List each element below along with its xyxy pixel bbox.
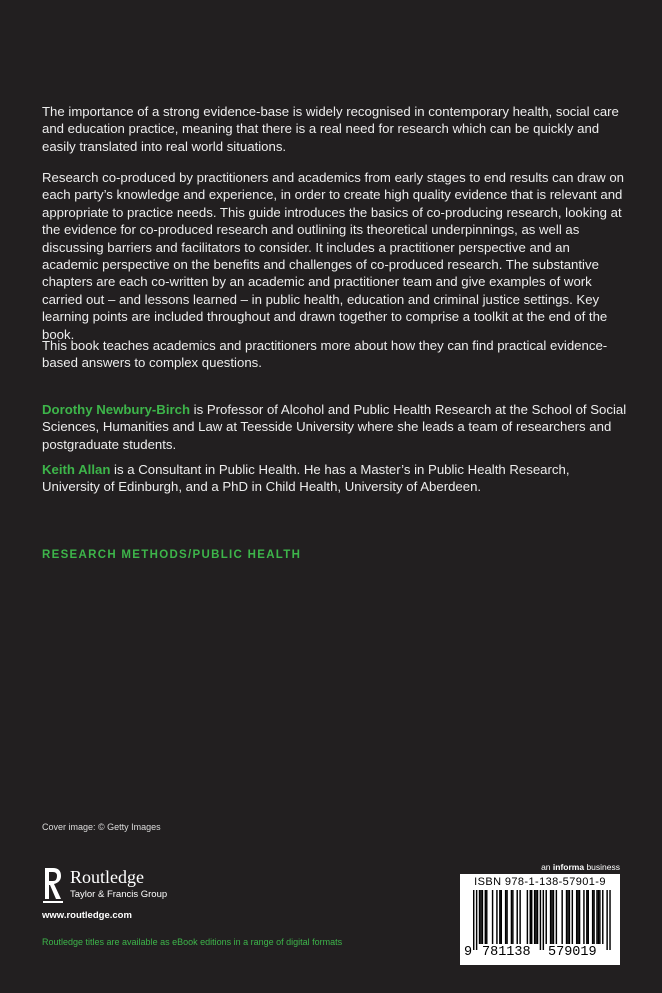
barcode-bar — [576, 890, 577, 944]
barcode-bar — [586, 890, 587, 944]
barcode-bar — [479, 890, 480, 944]
barcode-bar — [579, 890, 580, 944]
informa-suffix: business — [584, 862, 620, 872]
barcode-bar — [546, 890, 547, 944]
barcode-bar — [501, 890, 502, 944]
routledge-r-icon — [42, 865, 64, 905]
publisher-logo — [42, 865, 242, 905]
barcode-bar — [530, 890, 531, 944]
barcode-bar — [550, 890, 551, 944]
barcode-bar — [602, 890, 603, 944]
publisher-name: Routledge — [70, 867, 144, 887]
informa-prefix: an — [541, 862, 553, 872]
barcode-bar — [473, 890, 474, 950]
author-bio-text: is Professor of Alcohol and Public Health Research at the School of Social Sciences, Humanities and Law at Teesside University where she leads a team of researchers and postgraduate students. — [42, 402, 627, 452]
author-bio — [42, 461, 627, 496]
barcode-bar — [476, 890, 477, 950]
barcode-bar — [553, 890, 554, 944]
author-bio — [42, 401, 627, 453]
author-name: Keith Allan — [42, 462, 111, 477]
cover-image-credit: Cover image: © Getty Images — [42, 822, 161, 832]
description-paragraph-2: Research co-produced by practitioners and academics from early stages to end results can draw on each party’s knowledge and experience, in order to create high quality evidence that is relevant and appropriate to practice needs. This guide introduces the basics of co-producing research, looking at the evidence for co-produced research and outlining its theoretical underpinnings, as well as discussing barriers and facilitators to consider. It includes a practitioner perspective and an academic perspective on the benefits and challenges of co-produced research. The substantive chapters are each co-written by an academic and practitioner team and give examples of work carried out – and lessons learned – in public health, education and criminal justice settings. Key learning points are included throughout and drawn together to comprise a toolkit at the end of the book. — [42, 170, 625, 342]
barcode-bar — [599, 890, 600, 944]
barcode-bar — [572, 890, 573, 944]
barcode-digit-group: 579019 — [548, 945, 597, 960]
barcode-bar — [593, 890, 594, 944]
ebook-availability-note: Routledge titles are available as eBook editions in a range of digital formats — [42, 937, 343, 947]
barcode-bar — [606, 890, 607, 950]
barcode-bar — [480, 890, 481, 944]
barcode-bar — [609, 890, 610, 950]
barcode-bar — [534, 890, 535, 944]
publisher-group: Taylor & Francis Group — [70, 889, 168, 900]
barcode-digits — [460, 945, 620, 963]
barcode-bar — [583, 890, 584, 944]
barcode-bar — [482, 890, 483, 944]
barcode-bar — [537, 890, 538, 944]
subject-category: RESEARCH METHODS/PUBLIC HEALTH — [42, 549, 302, 561]
author-name: Dorothy Newbury-Birch — [42, 402, 191, 417]
barcode-bar — [598, 890, 599, 944]
barcode-bar — [486, 890, 487, 944]
barcode-bar — [592, 890, 593, 944]
informa-business-tagline — [541, 862, 620, 872]
barcode-bar — [588, 890, 589, 944]
barcode-bar — [531, 890, 532, 944]
barcode-bar — [506, 890, 507, 944]
barcode-bar — [527, 890, 528, 944]
barcode-bar — [496, 890, 497, 944]
description-paragraph-3: This book teaches academics and practitioners more about how they can find practical evidence-based answers to complex questions. — [42, 338, 608, 371]
barcode-bar — [556, 890, 557, 944]
barcode-bar — [596, 890, 597, 944]
barcode-bar — [512, 890, 513, 944]
barcode-bar — [551, 890, 552, 944]
isbn-label: ISBN 978-1-138-57901-9 — [474, 876, 606, 888]
barcode-bar — [505, 890, 506, 944]
barcode-digit-group: 9 — [464, 945, 473, 960]
barcode-bar — [543, 890, 544, 950]
barcode-bar — [566, 890, 567, 944]
barcode-digit-group: 781138 — [482, 945, 531, 960]
barcode-bar — [561, 890, 562, 944]
barcode-bar — [569, 890, 570, 944]
barcode-bar — [540, 890, 541, 950]
barcode-bar — [485, 890, 486, 944]
barcode-bar — [567, 890, 568, 944]
barcode-bar — [519, 890, 520, 944]
author-bio-text: is a Consultant in Public Health. He has a Master’s in Public Health Research, University of Edinburgh, and a PhD in Child Health, University of Aberdeen. — [42, 462, 570, 495]
barcode-bar — [577, 890, 578, 944]
barcode-bar — [517, 890, 518, 944]
description-paragraph-1: The importance of a strong evidence-base is widely recognised in contemporary health, social care and education practice, meaning that there is a real need for research which can be quickly and easily translated into real world situations. — [42, 104, 619, 154]
barcode-bar — [535, 890, 536, 944]
isbn-barcode — [460, 874, 620, 965]
barcode-bar — [499, 890, 500, 944]
informa-brand: informa — [552, 862, 585, 872]
publisher-website[interactable]: www.routledge.com — [42, 910, 132, 921]
barcode-bar — [492, 890, 493, 944]
barcode-bar — [511, 890, 512, 944]
barcode-bars — [460, 890, 620, 952]
